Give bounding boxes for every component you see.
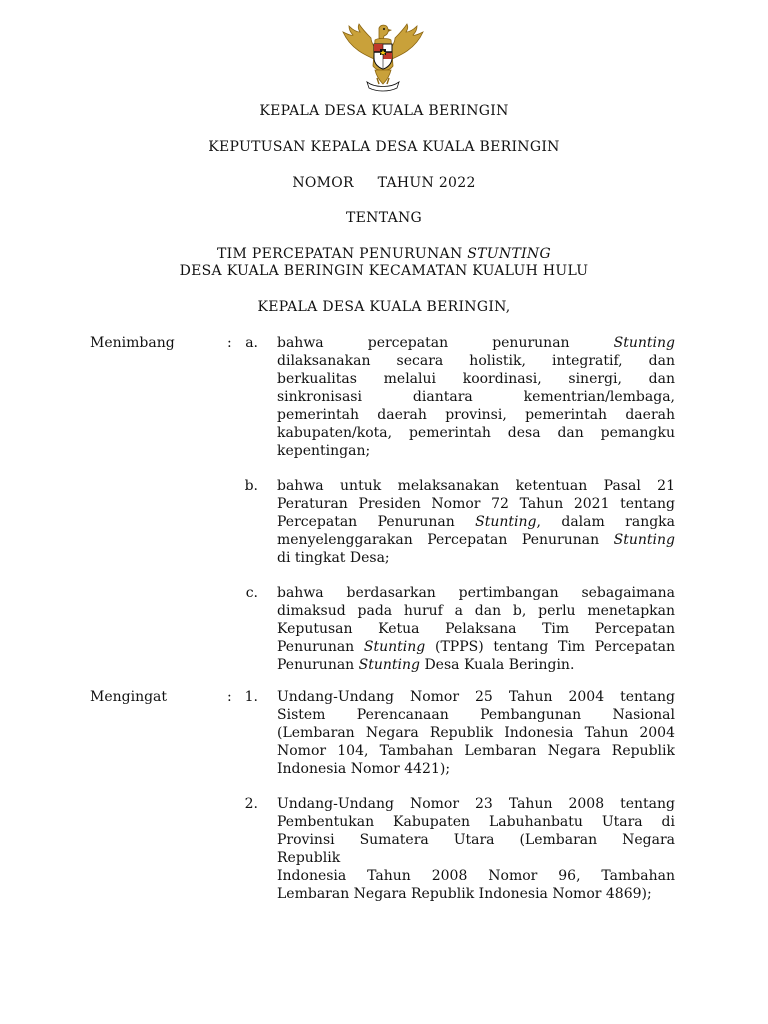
text-line bbox=[277, 724, 675, 742]
text-run: Sistem Perencanaan Pembangunan Nasional bbox=[277, 707, 675, 723]
text-line bbox=[277, 549, 675, 567]
italic-term: Stunting bbox=[363, 639, 426, 655]
text-line bbox=[277, 406, 675, 424]
text-run: Keputusan Ketua Pelaksana Tim Percepatan bbox=[277, 621, 675, 637]
mengingat-item-1 bbox=[277, 688, 675, 778]
text-run: dilaksanakan secara holistik, integratif, dan bbox=[277, 353, 675, 369]
text-run: kabupaten/kota, pemerintah desa dan pemangku bbox=[277, 425, 675, 441]
text-line bbox=[277, 477, 675, 495]
menimbang-colon: : bbox=[227, 335, 232, 351]
text-run: menyelenggarakan Percepatan Penurunan bbox=[277, 532, 614, 548]
text-line bbox=[277, 495, 675, 513]
text-run: Indonesia Tahun 2008 Nomor 96, Tambahan bbox=[277, 868, 675, 884]
menimbang-item-b bbox=[277, 477, 675, 567]
about-heading: TENTANG bbox=[345, 210, 423, 226]
text-line bbox=[277, 742, 675, 760]
text-run: sinkronisasi diantara kementrian/lembaga, bbox=[277, 389, 675, 405]
text-run: Lembaran Negara Republik Indonesia Nomor 4869); bbox=[277, 886, 652, 902]
text-line bbox=[277, 813, 675, 831]
text-run: Republik bbox=[277, 850, 341, 866]
text-line bbox=[277, 638, 675, 656]
text-run: (TPPS) tentang Tim Percepatan bbox=[425, 639, 675, 655]
text-line bbox=[277, 388, 675, 406]
signatory-heading: KEPALA DESA KUALA BERINGIN, bbox=[257, 299, 511, 315]
text-run: Nomor 104, Tambahan Lembaran Negara Republik bbox=[277, 743, 675, 759]
menimbang-item-c bbox=[277, 584, 675, 674]
menimbang-label: Menimbang bbox=[90, 335, 175, 351]
text-line bbox=[277, 688, 675, 706]
decree-title-italic: STUNTING bbox=[467, 246, 551, 262]
text-line bbox=[277, 334, 675, 352]
text-line bbox=[277, 849, 675, 867]
text-line bbox=[277, 370, 675, 388]
text-line bbox=[277, 584, 675, 602]
text-run: Indonesia Nomor 4421); bbox=[277, 761, 451, 777]
text-run: Pembentukan Kabupaten Labuhanbatu Utara di bbox=[277, 814, 675, 830]
text-run: Penurunan bbox=[277, 639, 364, 655]
menimbang-mark-c: c. bbox=[245, 585, 258, 601]
menimbang-item-a bbox=[277, 334, 675, 460]
text-line bbox=[277, 620, 675, 638]
italic-term: Stunting bbox=[613, 335, 675, 351]
text-run: (Lembaran Negara Republik Indonesia Tahun 2004 bbox=[277, 725, 675, 741]
menimbang-mark-a: a. bbox=[245, 335, 258, 351]
italic-term: Stunting bbox=[475, 514, 537, 530]
text-run: Percepatan Penurunan bbox=[277, 514, 476, 530]
text-run: pemerintah daerah provinsi, pemerintah daerah bbox=[277, 407, 675, 423]
text-run: berkualitas melalui koordinasi, sinergi, dan bbox=[277, 371, 675, 387]
text-line bbox=[277, 760, 675, 778]
text-line bbox=[277, 442, 675, 460]
decree-title-line1 bbox=[0, 245, 768, 263]
mengingat-colon: : bbox=[227, 689, 232, 705]
text-line bbox=[277, 885, 675, 903]
text-run: Desa Kuala Beringin. bbox=[420, 657, 575, 673]
text-run: dimaksud pada huruf a dan b, perlu menetapkan bbox=[277, 603, 675, 619]
text-line bbox=[277, 867, 675, 885]
decree-title-line2: DESA KUALA BERINGIN KECAMATAN KUALUH HULU bbox=[179, 263, 589, 279]
text-run: Undang-Undang Nomor 23 Tahun 2008 tentang bbox=[277, 796, 675, 812]
text-run: bahwa percepatan penurunan bbox=[277, 335, 614, 351]
text-line bbox=[277, 795, 675, 813]
text-run: Peraturan Presiden Nomor 72 Tahun 2021 tentang bbox=[277, 496, 675, 512]
text-line bbox=[277, 831, 675, 849]
text-line bbox=[277, 531, 675, 549]
text-run: di tingkat Desa; bbox=[277, 550, 390, 566]
decree-title-text: TIM PERCEPATAN PENURUNAN bbox=[217, 246, 468, 262]
text-line bbox=[277, 513, 675, 531]
text-run: bahwa untuk melaksanakan ketentuan Pasal 21 bbox=[277, 478, 675, 494]
text-run: bahwa berdasarkan pertimbangan sebagaimana bbox=[277, 585, 675, 601]
decree-number: NOMOR TAHUN 2022 bbox=[292, 175, 476, 191]
text-line bbox=[277, 656, 675, 674]
italic-term: Stunting bbox=[358, 657, 420, 673]
text-line bbox=[277, 706, 675, 724]
text-run: , dalam rangka bbox=[536, 514, 675, 530]
text-run: Penurunan bbox=[277, 657, 359, 673]
menimbang-mark-b: b. bbox=[244, 478, 258, 494]
italic-term: Stunting bbox=[613, 532, 675, 548]
text-line bbox=[277, 352, 675, 370]
garuda-emblem-icon bbox=[337, 22, 429, 94]
mengingat-label: Mengingat bbox=[90, 689, 168, 705]
text-run: Provinsi Sumatera Utara (Lembaran Negara bbox=[277, 832, 675, 848]
mengingat-mark-1: 1. bbox=[244, 689, 258, 705]
mengingat-item-2 bbox=[277, 795, 675, 903]
text-run: Undang-Undang Nomor 25 Tahun 2004 tentang bbox=[277, 689, 675, 705]
mengingat-mark-2: 2. bbox=[244, 796, 258, 812]
decree-heading: KEPUTUSAN KEPALA DESA KUALA BERINGIN bbox=[208, 139, 560, 155]
issuer-heading: KEPALA DESA KUALA BERINGIN bbox=[259, 103, 509, 119]
text-run: kepentingan; bbox=[277, 443, 371, 459]
text-line bbox=[277, 602, 675, 620]
text-line bbox=[277, 424, 675, 442]
